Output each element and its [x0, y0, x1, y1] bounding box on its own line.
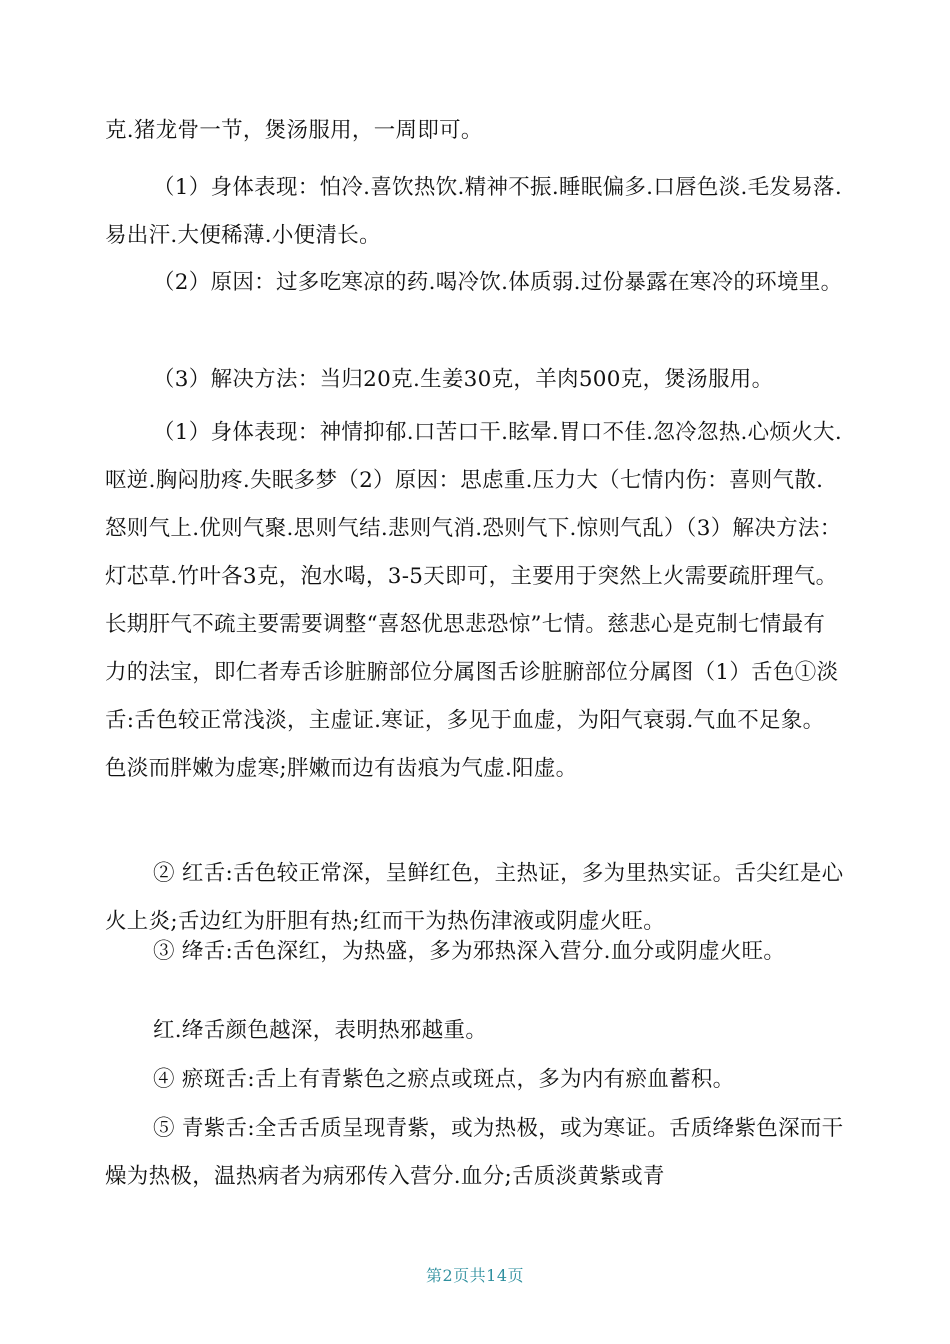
paragraph-4: （3）解决方法：当归20克.生姜30克，羊肉500克，煲汤服用。: [153, 367, 774, 392]
paragraph-6: ② 红舌:舌色较正常深，呈鲜红色，主热证，多为里热实证。舌尖红是心火上炎;舌边红为肝胆有热;红而干为热伤津液或阴虚火旺。: [105, 861, 844, 934]
paragraph-10: ⑤ 青紫舌:全舌舌质呈现青紫，或为热极，或为寒证。舌质绛紫色深而干燥为热极，温热病者为病邪传入营分.血分;舌质淡黄紫或青: [105, 1116, 844, 1189]
paragraph-8: 红.绛舌颜色越深，表明热邪越重。: [153, 1018, 488, 1043]
paragraph-9: ④ 瘀斑舌:舌上有青紫色之瘀点或斑点，多为内有瘀血蓄积。: [153, 1067, 735, 1092]
paragraph-2: （1）身体表现：怕冷.喜饮热饮.精神不振.睡眠偏多.口唇色淡.毛发易落.易出汗.大便稀薄.小便清长。: [105, 175, 842, 248]
paragraph-7: ③ 绛舌:舌色深红，为热盛，多为邪热深入营分.血分或阴虚火旺。: [153, 939, 786, 964]
page-footer: 第2页共14页: [425, 1266, 525, 1285]
paragraph-3: （2）原因：过多吃寒凉的药.喝冷饮.体质弱.过份暴露在寒冷的环境里。: [153, 270, 843, 295]
paragraph-1: 克.猪龙骨一节，煲汤服用，一周即可。: [105, 118, 483, 143]
paragraph-5: （1）身体表现：神情抑郁.口苦口干.眩晕.胃口不佳.忽冷忽热.心烦火大.呕逆.胸闷肋疼.失眠多梦（2）原因：思虑重.压力大（七情内伤：喜则气散.怒则气上.优则气聚.思则气结.悲则气消.恐则气下.惊则气乱）（3）解决方法：灯芯草.竹叶各3克，泡水喝，3-5天即可，主要用于突然上火需要疏肝理气。长期肝气不疏主要需要调整“喜怒优思悲恐惊”七情。慈悲心是克制七情最有力的法宝，即仁者寿舌诊脏腑部位分属图舌诊脏腑部位分属图（1）舌色①淡舌:舌色较正常浅淡，主虚证.寒证，多见于血虚，为阳气衰弱.气血不足象。色淡而胖嫩为虚寒;胖嫩而边有齿痕为气虚.阳虚。: [105, 420, 842, 781]
